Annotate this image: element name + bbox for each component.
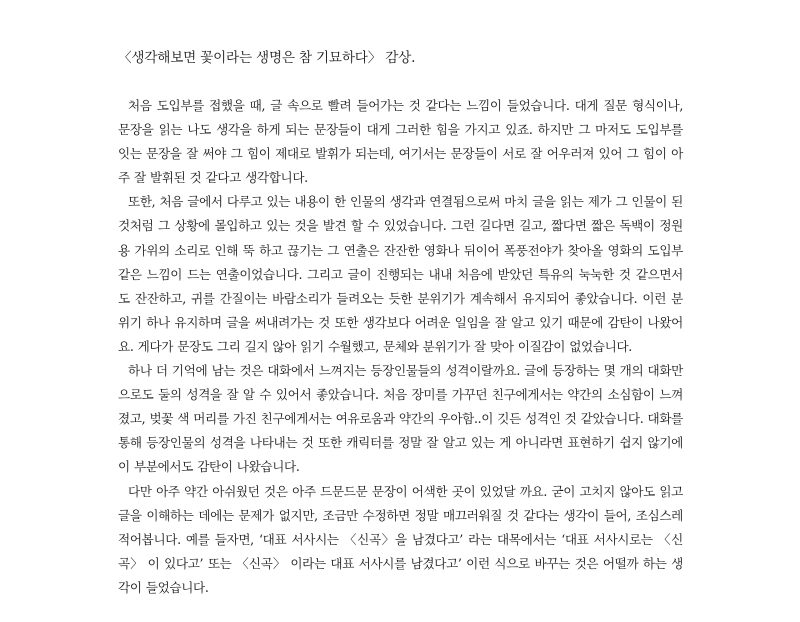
- paragraph-characters: 하나 더 기억에 남는 것은 대화에서 느껴지는 등장인물들의 성격이랄까요. 글에 등장하는 몇 개의 대화만으로도 둘의 성격을 잘 알 수 있어서 좋았습니다. 처음 장미를 가꾸던 친구에게서는 약간의 소심함이 느껴졌고, 벚꽃 색 머리를 가진 친구에게서는 여유로움과 약간의 우아함..이 깃든 성격인 것 같았습니다. 대화를 통해 등장인물의 성격을 나타내는 것 또한 캐릭터를 정말 잘 알고 있는 게 아니라면 표현하기 쉽지 않기에 이 부분에서도 감탄이 나왔습니다.: [118, 363, 683, 475]
- document-page: [118, 48, 683, 600]
- paragraph-intro: 처음 도입부를 접했을 때, 글 속으로 빨려 들어가는 것 같다는 느낌이 들었습니다. 대게 질문 형식이나, 문장을 읽는 나도 생각을 하게 되는 문장들이 대게 그러한 힘을 가지고 있죠. 하지만 그 마저도 도입부를 잇는 문장을 잘 써야 그 힘이 제대로 발휘가 되는데, 여기서는 문장들이 서로 잘 어우러져 있어 그 힘이 아주 잘 발휘된 것 같다고 생각합니다.: [118, 98, 683, 186]
- paragraph-suggestion: 다만 아주 약간 아쉬웠던 것은 아주 드문드문 문장이 어색한 곳이 있었달 까요. 굳이 고치지 않아도 읽고 글을 이해하는 데에는 문제가 없지만, 조금만 수정하면 정말 매끄러워질 것 같다는 생각이 들어, 조심스레 적어봅니다. 예를 들자면, ‘대표 서사시는 〈신곡〉을 남겼다고’ 라는 대목에서는 ‘대표 서사시로는 〈신곡〉 이 있다고’ 또는 〈신곡〉 이라는 대표 서사시를 남겼다고’ 이런 식으로 바꾸는 것은 어떨까 하는 생각이 들었습니다.: [118, 483, 683, 595]
- paragraph-atmosphere: 또한, 처음 글에서 다루고 있는 내용이 한 인물의 생각과 연결됨으로써 마치 글을 읽는 제가 그 인물이 된 것처럼 그 상황에 몰입하고 있는 것을 발견 할 수 있었습니다. 그런 길다면 길고, 짧다면 짧은 독백이 정원용 가위의 소리로 인해 뚝 하고 끊기는 그 연출은 잔잔한 영화나 뒤이어 폭풍전야가 찾아올 영화의 도입부 같은 느낌이 드는 연출이었습니다. 그리고 글이 진행되는 내내 처음에 받았던 특유의 눅눅한 것 같으면서도 잔잔하고, 귀를 간질이는 바람소리가 들려오는 듯한 분위기가 계속해서 유지되어 좋았습니다. 이런 분위기 하나 유지하며 글을 써내려가는 것 또한 생각보다 어려운 일임을 잘 알고 있기 때문에 감탄이 나왔어요. 게다가 문장도 그리 길지 않아 읽기 수월했고, 문체와 분위기가 잘 맞아 이질감이 없었습니다.: [118, 194, 683, 354]
- document-title: 〈생각해보면 꽃이라는 생명은 참 기묘하다〉 감상.: [118, 50, 416, 66]
